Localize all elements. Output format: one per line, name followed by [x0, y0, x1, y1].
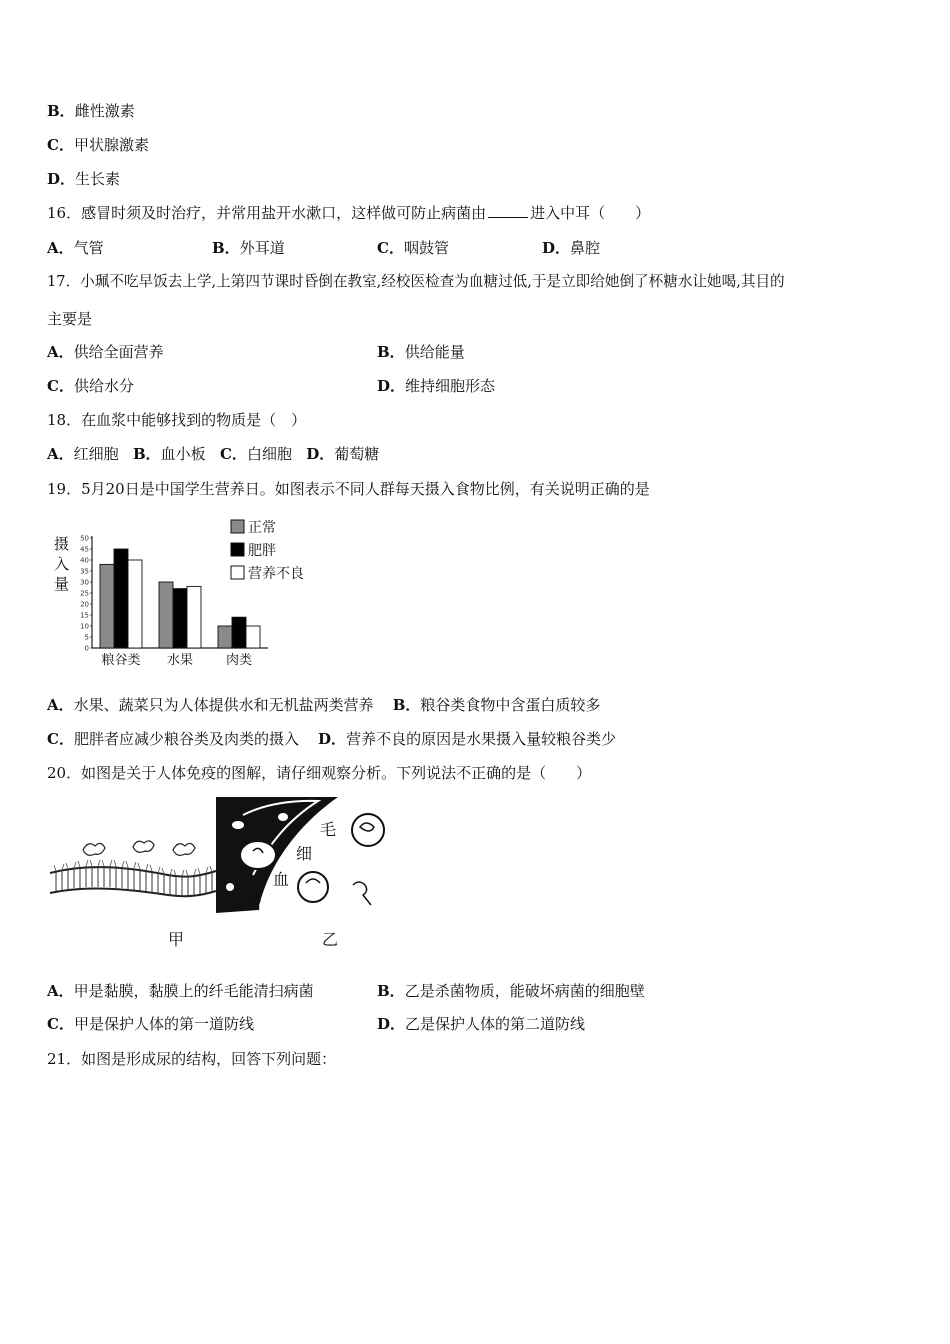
q19-bar-chart — [48, 512, 328, 672]
chart-y-tick-label: 0 — [84, 644, 89, 653]
chart-y-tick-label: 50 — [80, 534, 89, 543]
q15-option-c: C．甲状腺激素 — [47, 136, 149, 154]
q18-stem: 18．在血浆中能够找到的物质是（ ） — [47, 411, 307, 429]
chart-y-tick-label: 15 — [80, 611, 89, 620]
chart-bar — [159, 582, 173, 648]
q20-option-b: B．乙是杀菌物质，能破坏病菌的细胞壁 — [377, 982, 645, 1000]
vessel-char-3: 血 — [273, 870, 290, 889]
q19-stem: 19．5月20日是中国学生营养日。如图表示不同人群每天摄入食物比例，有关说明正确的是 — [47, 480, 650, 498]
chart-bar — [218, 626, 232, 648]
chart-y-tick-label: 30 — [80, 578, 89, 587]
vessel-char-2: 细 — [296, 844, 313, 863]
q18-options: A．红细胞 B．血小板 C．白细胞 D．葡萄糖 — [47, 445, 380, 463]
chart-bar — [246, 626, 260, 648]
q17-option-a: A．供给全面营养 — [47, 343, 164, 361]
chart-legend-label: 营养不良 — [248, 566, 304, 582]
figure-label-yi: 乙 — [322, 930, 339, 949]
q15-option-b: B．雌性激素 — [47, 102, 135, 120]
q16-option-b: B．外耳道 — [212, 239, 285, 257]
q17-option-b: B．供给能量 — [377, 343, 465, 361]
q20-immunity-figure — [48, 795, 398, 955]
chart-y-ticks — [80, 535, 92, 653]
chart-legend-swatch — [231, 543, 244, 556]
q20-option-a: A．甲是黏膜，黏膜上的纤毛能清扫病菌 — [47, 982, 314, 1000]
figure-label-jia: 甲 — [168, 930, 185, 949]
q20-option-c: C．甲是保护人体的第一道防线 — [47, 1015, 254, 1033]
chart-legend-label: 正常 — [248, 520, 276, 536]
chart-ylabel-char: 入 — [54, 555, 70, 573]
q16-option-a: A．气管 — [47, 239, 104, 257]
chart-y-tick-label: 40 — [80, 556, 89, 565]
chart-bar — [114, 549, 128, 648]
chart-bar — [100, 564, 114, 648]
chart-y-axis-label — [54, 535, 69, 593]
chart-bar — [173, 589, 187, 648]
vessel-char-1: 毛 — [320, 820, 337, 839]
chart-y-tick-label: 25 — [80, 589, 89, 598]
chart-bar — [128, 560, 142, 648]
q17-option-d: D．维持细胞形态 — [377, 377, 496, 395]
chart-bars — [100, 549, 260, 648]
answer-blank — [488, 203, 528, 218]
chart-y-tick-label: 5 — [84, 633, 89, 642]
chart-y-tick-label: 45 — [80, 545, 89, 554]
chart-x-tick-label: 水果 — [166, 653, 194, 668]
chart-y-tick-label: 10 — [80, 622, 89, 631]
vessel-char-4: 管 — [246, 894, 263, 913]
q16-option-d: D．鼻腔 — [542, 239, 601, 257]
mucosa-drawing — [50, 841, 216, 896]
chart-ylabel-char: 量 — [54, 575, 70, 593]
q17-option-c: C．供给水分 — [47, 377, 134, 395]
q17-stem-line2: 主要是 — [47, 310, 93, 328]
q20-option-d: D．乙是保护人体的第二道防线 — [377, 1015, 586, 1033]
chart-bar — [232, 617, 246, 648]
q16-option-c: C．咽鼓管 — [377, 239, 449, 257]
q19-options-row1: A．水果、蔬菜只为人体提供水和无机盐两类营养 B．粮谷类食物中含蛋白质较多 — [47, 696, 601, 714]
q21-stem: 21．如图是形成尿的结构，回答下列问题： — [47, 1050, 337, 1068]
chart-ylabel-char: 摄 — [54, 535, 70, 553]
chart-y-tick-label: 20 — [80, 600, 89, 609]
chart-x-tick-label: 粮谷类 — [101, 653, 141, 668]
q19-options-row2: C．肥胖者应减少粮谷类及肉类的摄入 D．营养不良的原因是水果摄入量较粮谷类少 — [47, 730, 617, 748]
q17-stem-line1: 17．小珮不吃早饭去上学,上第四节课时昏倒在教室,经校医检查为血糖过低,于是立即给她倒了杯糖水让她喝,其目的 — [47, 273, 785, 290]
chart-legend-swatch — [231, 566, 244, 579]
chart-bar — [187, 586, 201, 648]
chart-x-tick-labels — [101, 652, 252, 668]
chart-y-tick-label: 35 — [80, 567, 89, 576]
q16-stem: 16．感冒时须及时治疗，并常用盐开水漱口，这样做可防止病菌由 进入中耳（ ） — [47, 204, 651, 222]
chart-legend-swatch — [231, 520, 244, 533]
chart-legend — [231, 519, 304, 582]
chart-x-tick-label: 肉类 — [225, 653, 253, 668]
chart-legend-label: 肥胖 — [248, 543, 276, 559]
q15-option-d: D．生长素 — [47, 170, 121, 188]
q20-stem: 20．如图是关于人体免疫的图解，请仔细观察分析。下列说法不正确的是（ ） — [47, 764, 592, 782]
